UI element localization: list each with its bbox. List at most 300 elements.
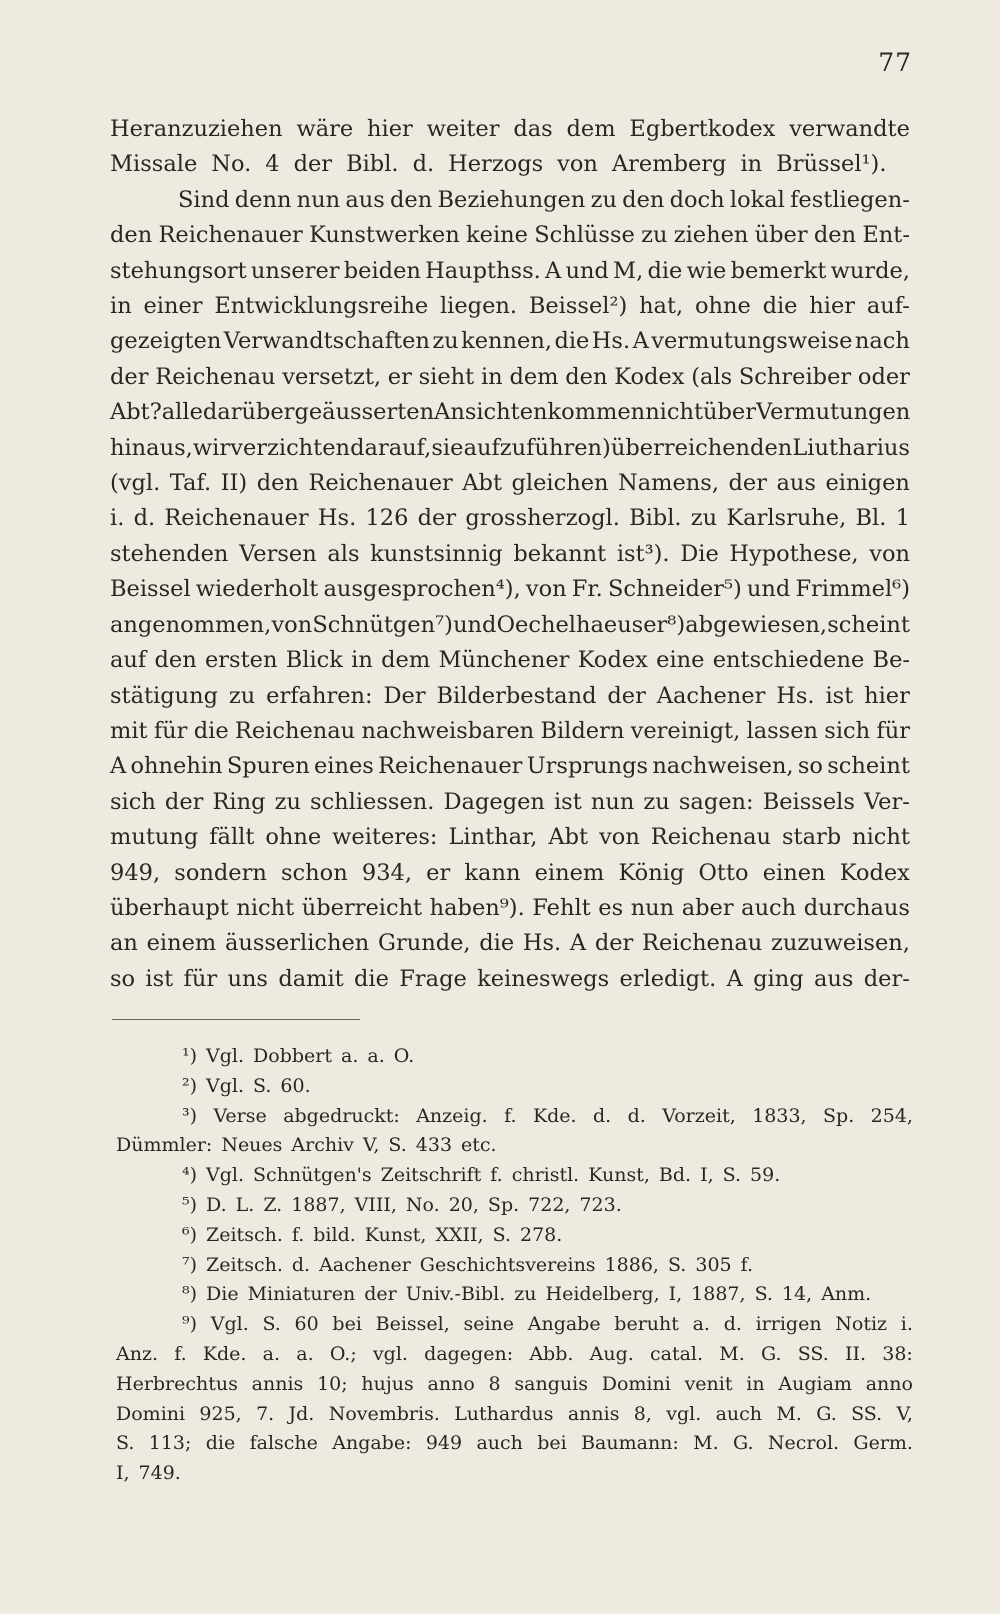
- body-line: [110, 324, 910, 359]
- word: einer: [143, 293, 203, 320]
- word: I,: [700, 1164, 714, 1187]
- word: Kunst,: [364, 1223, 427, 1246]
- word: kunstsinnig: [370, 540, 503, 567]
- word: aus: [345, 186, 385, 213]
- word: S.: [722, 1164, 742, 1187]
- word: es: [598, 894, 624, 921]
- word: Angabe: [527, 1313, 601, 1336]
- word: grossherzogl.: [465, 505, 620, 532]
- word: A: [632, 328, 649, 355]
- word: schliessen.: [310, 788, 435, 815]
- body-line: [110, 501, 910, 536]
- word: Beissel: [110, 576, 191, 603]
- word: auf-: [866, 293, 910, 320]
- word: verzichten: [230, 434, 351, 461]
- word: 1887,: [691, 1283, 746, 1306]
- word: geäusserten: [294, 399, 435, 426]
- word: VIII,: [354, 1193, 397, 1216]
- word: Hs.: [591, 328, 631, 355]
- word: lassen: [746, 717, 819, 744]
- word: Reichenau: [234, 717, 356, 744]
- word: entschiedene: [712, 647, 865, 674]
- word: M.: [719, 1342, 745, 1365]
- word: d.: [723, 1313, 742, 1336]
- word: nachweisbaren: [361, 717, 535, 744]
- word: zu: [690, 505, 718, 532]
- word: f.: [174, 1342, 187, 1365]
- word: (als: [691, 363, 733, 390]
- word: versetzt,: [282, 363, 382, 390]
- word: Archiv: [291, 1134, 354, 1157]
- word: i.: [900, 1313, 913, 1336]
- page-number: 77: [878, 48, 912, 77]
- word: Aachener: [319, 1253, 411, 1276]
- word: in: [110, 293, 132, 320]
- footnote-line: [116, 1102, 913, 1132]
- word: sanguis: [514, 1372, 588, 1395]
- word: Ent-: [862, 222, 910, 249]
- word: Germ.: [853, 1432, 913, 1455]
- word: a.: [692, 1313, 710, 1336]
- word: annis: [567, 1402, 620, 1425]
- word: Aachener: [656, 682, 766, 709]
- word: Verse: [213, 1104, 267, 1127]
- word: 4: [265, 151, 280, 178]
- word: Grunde,: [378, 930, 471, 957]
- word: Bildern: [540, 717, 625, 744]
- word: d.: [133, 505, 156, 532]
- word: für: [876, 717, 910, 744]
- word: Kodex: [577, 647, 648, 674]
- word: denn: [234, 186, 292, 213]
- word: Reichenau: [155, 363, 276, 390]
- body-line: [110, 608, 910, 643]
- word: Liutharius: [792, 434, 910, 461]
- word: Domini: [116, 1402, 186, 1425]
- word: ziehen: [673, 222, 749, 249]
- footnote-divider: [112, 1019, 360, 1020]
- word: Bl.: [855, 505, 887, 532]
- word: einigen: [825, 470, 910, 497]
- word: als: [327, 540, 360, 567]
- word: dem: [381, 647, 431, 674]
- word: a.: [296, 1342, 314, 1365]
- word: Kunstwerken: [309, 222, 460, 249]
- word: S.: [253, 1074, 272, 1097]
- word: über: [754, 222, 808, 249]
- word: 278.: [519, 1223, 563, 1246]
- word: alle: [161, 399, 203, 426]
- word: wäre: [296, 116, 354, 142]
- word: f.: [504, 1104, 517, 1127]
- word: auch: [476, 1432, 523, 1455]
- word: von: [869, 540, 910, 567]
- word: 10;: [317, 1372, 348, 1395]
- word: 38:: [882, 1342, 913, 1365]
- word: Reichenau: [642, 930, 763, 957]
- word: Miniaturen: [247, 1283, 356, 1306]
- word: er: [387, 363, 412, 390]
- word: Versen: [239, 540, 317, 567]
- word: sie: [431, 434, 464, 461]
- word: hier: [809, 293, 856, 320]
- footnote-line: [116, 1042, 913, 1072]
- word: Die: [680, 540, 719, 567]
- word: angenommen,: [110, 611, 272, 638]
- word: Herzogs: [448, 151, 544, 178]
- word: das: [513, 116, 553, 142]
- word: an: [110, 930, 138, 957]
- word: A: [569, 930, 587, 957]
- word: Bibl.: [629, 505, 682, 532]
- word: kommen: [547, 399, 646, 426]
- word: Abt: [548, 824, 589, 851]
- word: Zeitsch.: [206, 1223, 283, 1246]
- footnote-line: [116, 1340, 913, 1370]
- word: starb: [781, 824, 842, 851]
- word: Egbertkodex: [629, 116, 776, 142]
- word: über: [703, 399, 756, 426]
- word: ohne: [265, 824, 322, 851]
- footnote-line: [116, 1161, 913, 1191]
- word: Aug.: [589, 1342, 634, 1365]
- word: den: [154, 647, 197, 674]
- word: Karlsruhe,: [726, 505, 847, 532]
- word: von: [271, 611, 313, 638]
- word: Beissel²): [528, 293, 628, 320]
- body-line: [110, 147, 910, 182]
- word: Reichenauer: [164, 505, 309, 532]
- word: König: [618, 859, 685, 886]
- body-line: [110, 395, 910, 430]
- word: Hypothese,: [729, 540, 859, 567]
- word: nun: [630, 894, 675, 921]
- word: die: [193, 717, 229, 744]
- word: Frimmel⁶): [795, 576, 910, 603]
- word: No.: [211, 151, 252, 178]
- word: unserer: [250, 257, 340, 284]
- word: Vgl.: [206, 1045, 245, 1067]
- footnote-line: [116, 1251, 913, 1281]
- word: der: [364, 1283, 397, 1306]
- footnote-line: [116, 1400, 913, 1430]
- word: die: [205, 1432, 236, 1455]
- word: Linthar,: [448, 824, 538, 851]
- word: schon: [281, 859, 348, 886]
- word: die: [479, 930, 515, 957]
- word: nicht: [236, 894, 295, 921]
- word: gezeigten: [110, 328, 222, 355]
- word: stehungsort: [110, 257, 247, 284]
- word: Kde.: [532, 1104, 577, 1127]
- word: Herbrechtus: [116, 1372, 238, 1395]
- word: d.: [412, 151, 435, 178]
- word: zu: [228, 682, 256, 709]
- word: 723.: [579, 1193, 622, 1216]
- word: beruht: [614, 1313, 679, 1336]
- word: Oechelhaeuser⁸): [496, 611, 686, 638]
- word: von: [525, 576, 567, 603]
- word: O.;: [329, 1342, 357, 1365]
- word: hinaus,: [110, 434, 193, 461]
- word: Zeitsch.: [206, 1253, 283, 1276]
- word: und: [453, 611, 497, 638]
- word: Otto: [698, 859, 749, 886]
- word: Z.: [263, 1193, 283, 1216]
- word: Hs.: [317, 505, 357, 532]
- footnote-line: [116, 1131, 913, 1161]
- word: in: [480, 363, 503, 390]
- word: der: [417, 505, 457, 532]
- word: Verwandtschaften: [223, 328, 430, 355]
- body-line: [110, 926, 910, 961]
- word: abgewiesen,: [685, 611, 828, 638]
- word: Ansichten: [434, 399, 548, 426]
- word: Sind: [178, 186, 230, 213]
- word: Bilderbestand: [436, 682, 597, 709]
- word: I,: [668, 1283, 683, 1306]
- word: Augiam: [778, 1372, 852, 1395]
- word: ohne: [694, 293, 751, 320]
- word: äusserlichen: [224, 930, 370, 957]
- word: annis: [251, 1372, 304, 1395]
- word: sich: [824, 717, 871, 744]
- word: Schreiber: [738, 363, 852, 390]
- word: der: [110, 363, 149, 390]
- word: darauf,: [350, 434, 432, 461]
- word: von: [557, 151, 598, 178]
- word: der: [728, 470, 767, 497]
- word: lokal: [729, 186, 785, 213]
- word: nun: [296, 186, 341, 213]
- word: Anz.: [116, 1342, 159, 1365]
- word: nicht: [852, 824, 910, 851]
- word: Ursprungs: [526, 753, 649, 780]
- word: Münchener: [438, 647, 570, 674]
- word: ⁶): [182, 1223, 198, 1246]
- word: nach: [854, 328, 910, 355]
- word: Jd.: [288, 1402, 315, 1425]
- word: Reichenauer: [378, 753, 523, 780]
- word: Novembris.: [328, 1402, 440, 1425]
- word: eine: [656, 647, 705, 674]
- body-line: [110, 643, 910, 678]
- word: Bd.: [658, 1164, 692, 1187]
- word: für: [183, 965, 218, 992]
- word: Geschichtsvereins: [419, 1253, 596, 1276]
- word: ist: [553, 788, 582, 815]
- word: den: [390, 186, 433, 213]
- word: für: [153, 717, 188, 744]
- footnote-line: [116, 1370, 913, 1400]
- word: zu: [432, 328, 459, 355]
- footnote-line: [116, 1459, 913, 1489]
- word: der: [594, 930, 634, 957]
- body-line: [110, 785, 910, 820]
- body-line: [110, 289, 910, 324]
- word: die: [554, 328, 590, 355]
- body-line: [110, 254, 910, 289]
- word: ohnehin: [130, 753, 223, 780]
- word: bekannt: [513, 540, 607, 567]
- word: Hs.: [522, 930, 562, 957]
- word: ersten: [204, 647, 278, 674]
- word: auch: [741, 894, 797, 921]
- word: christl.: [511, 1164, 580, 1187]
- word: festliegen-: [790, 186, 910, 213]
- word: Domini: [601, 1372, 671, 1395]
- word: ist: [145, 965, 174, 992]
- footnote-line: [116, 1429, 913, 1459]
- word: so: [797, 753, 823, 780]
- word: weiter: [426, 116, 500, 142]
- word: Dobbert: [253, 1045, 332, 1067]
- word: dem: [566, 116, 616, 142]
- word: Frage: [399, 965, 467, 992]
- body-line: [110, 679, 910, 714]
- footnote-line: [116, 1280, 913, 1310]
- word: beiden: [343, 257, 421, 284]
- word: Dagegen: [443, 788, 545, 815]
- word: ⁵): [182, 1193, 198, 1216]
- word: keine: [466, 222, 528, 249]
- word: und: [746, 576, 791, 603]
- footnote-line: [116, 1191, 913, 1221]
- word: ⁹): [182, 1313, 198, 1336]
- word: Anm.: [821, 1283, 872, 1306]
- word: nicht: [645, 399, 704, 426]
- word: Ver-: [863, 788, 910, 815]
- body-line: [110, 714, 910, 749]
- body-line: [110, 891, 910, 926]
- body-line: [110, 112, 910, 147]
- word: bild.: [313, 1223, 356, 1246]
- word: so: [110, 965, 136, 992]
- word: scheint: [827, 611, 910, 638]
- footnote-line: [116, 1310, 913, 1340]
- word: Zeitschrift: [380, 1164, 482, 1187]
- word: catal.: [649, 1342, 704, 1365]
- word: Abb.: [529, 1342, 574, 1365]
- word: stehenden: [110, 540, 229, 567]
- word: 113;: [148, 1432, 192, 1455]
- word: Baumann:: [581, 1432, 679, 1455]
- word: weiteres:: [332, 824, 438, 851]
- word: S.: [754, 1283, 773, 1306]
- word: Entwicklungsreihe: [214, 293, 429, 320]
- word: von: [599, 824, 640, 851]
- word: Die: [206, 1283, 239, 1306]
- word: 749.: [138, 1462, 181, 1485]
- word: den: [256, 470, 299, 497]
- word: ⁸): [182, 1283, 198, 1306]
- word: SS.: [797, 1342, 829, 1365]
- word: aus: [813, 965, 854, 992]
- word: hier: [864, 682, 910, 709]
- word: Beissel,: [375, 1313, 450, 1336]
- word: damit: [278, 965, 344, 992]
- word: auch: [715, 1402, 763, 1425]
- word: II.: [844, 1342, 867, 1365]
- word: Blick: [285, 647, 343, 674]
- word: Hs.: [776, 682, 815, 709]
- word: ist³).: [616, 540, 670, 567]
- word: Aremberg: [611, 151, 727, 178]
- word: Univ.-Bibl.: [405, 1283, 506, 1306]
- word: zu: [514, 1283, 537, 1306]
- word: 1887,: [291, 1193, 346, 1216]
- word: nachweisen,: [652, 753, 794, 780]
- word: zu: [643, 788, 670, 815]
- word: der-: [863, 965, 910, 992]
- word: Kunst,: [588, 1164, 650, 1187]
- word: ³): [182, 1104, 198, 1127]
- body-line: [110, 183, 910, 218]
- word: seine: [463, 1313, 515, 1336]
- word: 254,: [870, 1104, 913, 1127]
- word: ging: [753, 965, 804, 992]
- word: in: [740, 151, 763, 178]
- body-line: [110, 431, 910, 466]
- word: S.: [262, 1313, 281, 1336]
- word: wie: [686, 257, 727, 284]
- body-line: [110, 218, 910, 253]
- word: d.: [593, 1104, 612, 1127]
- word: doch: [669, 186, 725, 213]
- word: überhaupt: [110, 894, 229, 921]
- word: durchaus: [803, 894, 910, 921]
- word: 7.: [256, 1402, 275, 1425]
- word: d.: [291, 1253, 311, 1276]
- body-line: [110, 572, 910, 607]
- word: in: [746, 1372, 765, 1395]
- word: falsche: [249, 1432, 318, 1455]
- word: V,: [362, 1134, 380, 1157]
- word: abgedruckt:: [283, 1104, 400, 1127]
- word: 14,: [781, 1283, 813, 1306]
- word: zu: [274, 788, 301, 815]
- word: Kodex: [839, 859, 910, 886]
- body-line: [110, 360, 910, 395]
- word: darüber: [202, 399, 295, 426]
- body-line: [110, 962, 910, 997]
- footnote-line: [116, 1072, 913, 1102]
- word: f.: [490, 1164, 503, 1187]
- word: Luthardus: [454, 1402, 554, 1425]
- word: den: [110, 222, 153, 249]
- word: 126: [365, 505, 409, 532]
- word: aber: [681, 894, 734, 921]
- word: 305: [695, 1253, 732, 1276]
- footnotes: [116, 1042, 913, 1489]
- word: A: [726, 965, 743, 992]
- word: vgl.: [372, 1342, 408, 1365]
- word: Neues: [221, 1134, 283, 1157]
- word: 60: [294, 1313, 319, 1336]
- word: sieht: [418, 363, 475, 390]
- word: No.: [405, 1193, 440, 1216]
- word: Beziehungen: [437, 186, 586, 213]
- word: d.: [627, 1104, 646, 1127]
- word: S.: [388, 1134, 407, 1157]
- word: hat,: [639, 293, 684, 320]
- word: Vgl.: [206, 1164, 245, 1187]
- word: Heranzuziehen: [110, 116, 283, 142]
- word: einen: [762, 859, 826, 886]
- word: I,: [116, 1462, 130, 1485]
- word: Schlüsse: [534, 222, 635, 249]
- word: Ring: [212, 788, 266, 815]
